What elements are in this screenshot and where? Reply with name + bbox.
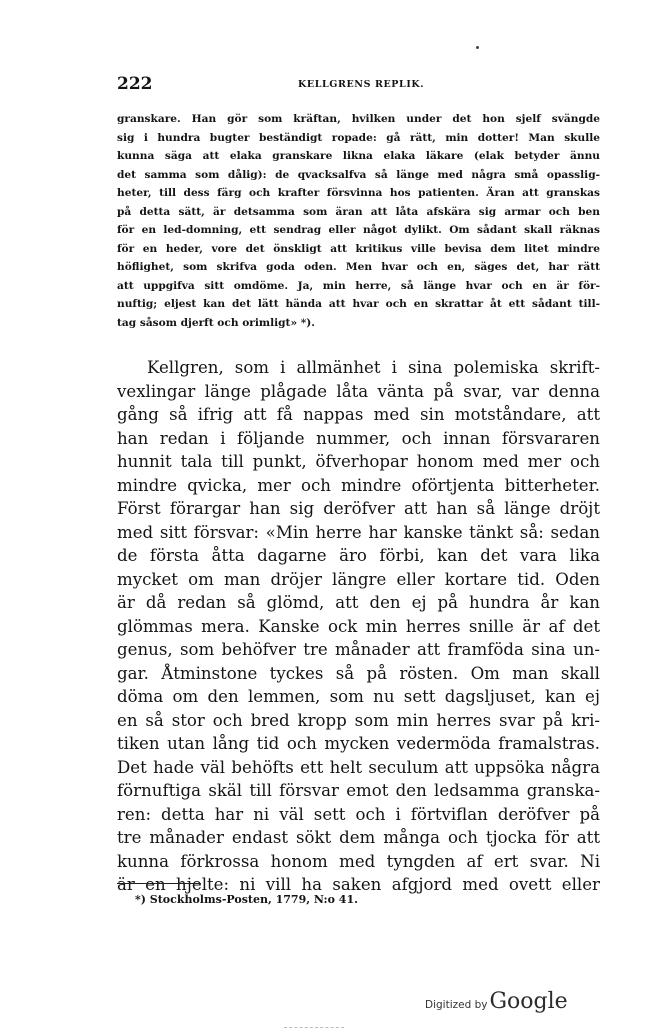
body-line: gång så ifrig att få nappas med sin motståndare, att	[117, 405, 600, 424]
body-line: Kellgren, som i allmänhet i sina polemiska skrift-	[147, 358, 600, 377]
body-line: glömmas mera. Kanske ock min herres snille är af det	[117, 616, 600, 636]
body-line: han redan i följande nummer, och innan försvararen	[117, 428, 600, 448]
quote-line: på detta sätt, är detsamma som äran att låta afskära sig armar och ben	[117, 205, 600, 218]
quote-line: heter, till dess färg och krafter försvinna hos patienten. Äran att granskas	[117, 187, 600, 199]
quote-line: sig i hundra bugter beständigt ropade: gå rätt, min dotter! Man skulle	[117, 131, 600, 144]
running-head: KELLGRENS REPLIK.	[298, 79, 425, 90]
body-line: gar. Åtminstone tyckes så på rösten. Om man skall	[117, 663, 600, 683]
body-line: de första åtta dagarne äro förbi, kan det vara lika	[117, 546, 600, 565]
body-line: med sitt försvar: «Min herre har kanske tänkt så: sedan	[117, 522, 600, 542]
body-line: en så stor och bred kropp som min herres svar på kri-	[117, 710, 600, 730]
google-logo: Google	[489, 989, 568, 1014]
quoted-passage	[117, 110, 600, 332]
quote-line: för en heder, vore det önskligt att kritikus ville bevisa dem litet mindre	[117, 242, 600, 255]
scan-artifact	[284, 1027, 344, 1028]
quote-line: att uppgifva sitt omdöme. Ja, min herre, så länge hvar och en är för-	[117, 279, 600, 292]
body-line: hunnit tala till punkt, öfverhopar honom med mer och	[117, 452, 600, 471]
body-line: är en hjelte: ni vill ha saken afgjord med ovett eller	[117, 875, 600, 894]
body-line: förnuftiga skäl till försvar emot den ledsamma granska-	[117, 781, 600, 800]
body-line: genus, som behöfver tre månader att framföda sina un-	[117, 640, 600, 659]
body-paragraph	[117, 356, 600, 897]
page-number: 222	[117, 74, 153, 94]
digitization-watermark	[425, 989, 568, 1014]
body-line: tre månader endast sökt dem många och tjocka för att	[117, 828, 600, 847]
footnote-divider	[117, 883, 201, 884]
body-line: vexlingar länge plågade låta vänta på svar, var denna	[117, 381, 600, 401]
watermark-prefix: Digitized by	[425, 999, 488, 1011]
body-line: tiken utan lång tid och mycken vedermöda framalstras.	[117, 734, 600, 753]
body-line: Det hade väl behöfts ett helt seculum att uppsöka några	[117, 757, 600, 777]
body-line: är då redan så glömd, att den ej på hundra år kan	[117, 593, 600, 612]
page-header	[117, 74, 600, 96]
quote-line: höflighet, som skrifva goda oden. Men hvar och en, säges det, har rätt	[117, 261, 600, 273]
body-line: döma om den lemmen, som nu sett dagsljuset, kan ej	[117, 687, 600, 706]
body-line: Först förargar han sig deröfver att han så länge dröjt	[117, 499, 600, 518]
quote-line: det samma som dålig): de qvacksalfva så länge med några små opasslig-	[117, 168, 600, 181]
quote-line: granskare. Han gör som kräftan, hvilken under det hon sjelf svängde	[117, 113, 600, 125]
body-line: mindre qvicka, mer och mindre oförtjenta bitterheter.	[117, 475, 600, 495]
quote-line: nuftig; eljest kan det lätt hända att hvar och en skrattar åt ett sådant till-	[117, 298, 600, 310]
body-line: mycket om man dröjer längre eller kortare tid. Oden	[117, 569, 600, 589]
quote-line: för en led-domning, ett sendrag eller något dylikt. Om sådant skall räknas	[117, 224, 600, 236]
quote-line: tag såsom djerft och orimligt» *).	[117, 316, 315, 329]
body-line: ren: detta har ni väl sett och i förtviflan deröfver på	[117, 804, 600, 824]
footnote: *) Stockholms-Posten, 1779, N:o 41.	[135, 893, 358, 906]
quote-line: kunna säga att elaka granskare likna elaka läkare (elak betyder ännu	[117, 150, 600, 162]
scan-speck	[476, 46, 479, 49]
body-line: kunna förkrossa honom med tyngden af ert svar. Ni	[117, 851, 600, 871]
